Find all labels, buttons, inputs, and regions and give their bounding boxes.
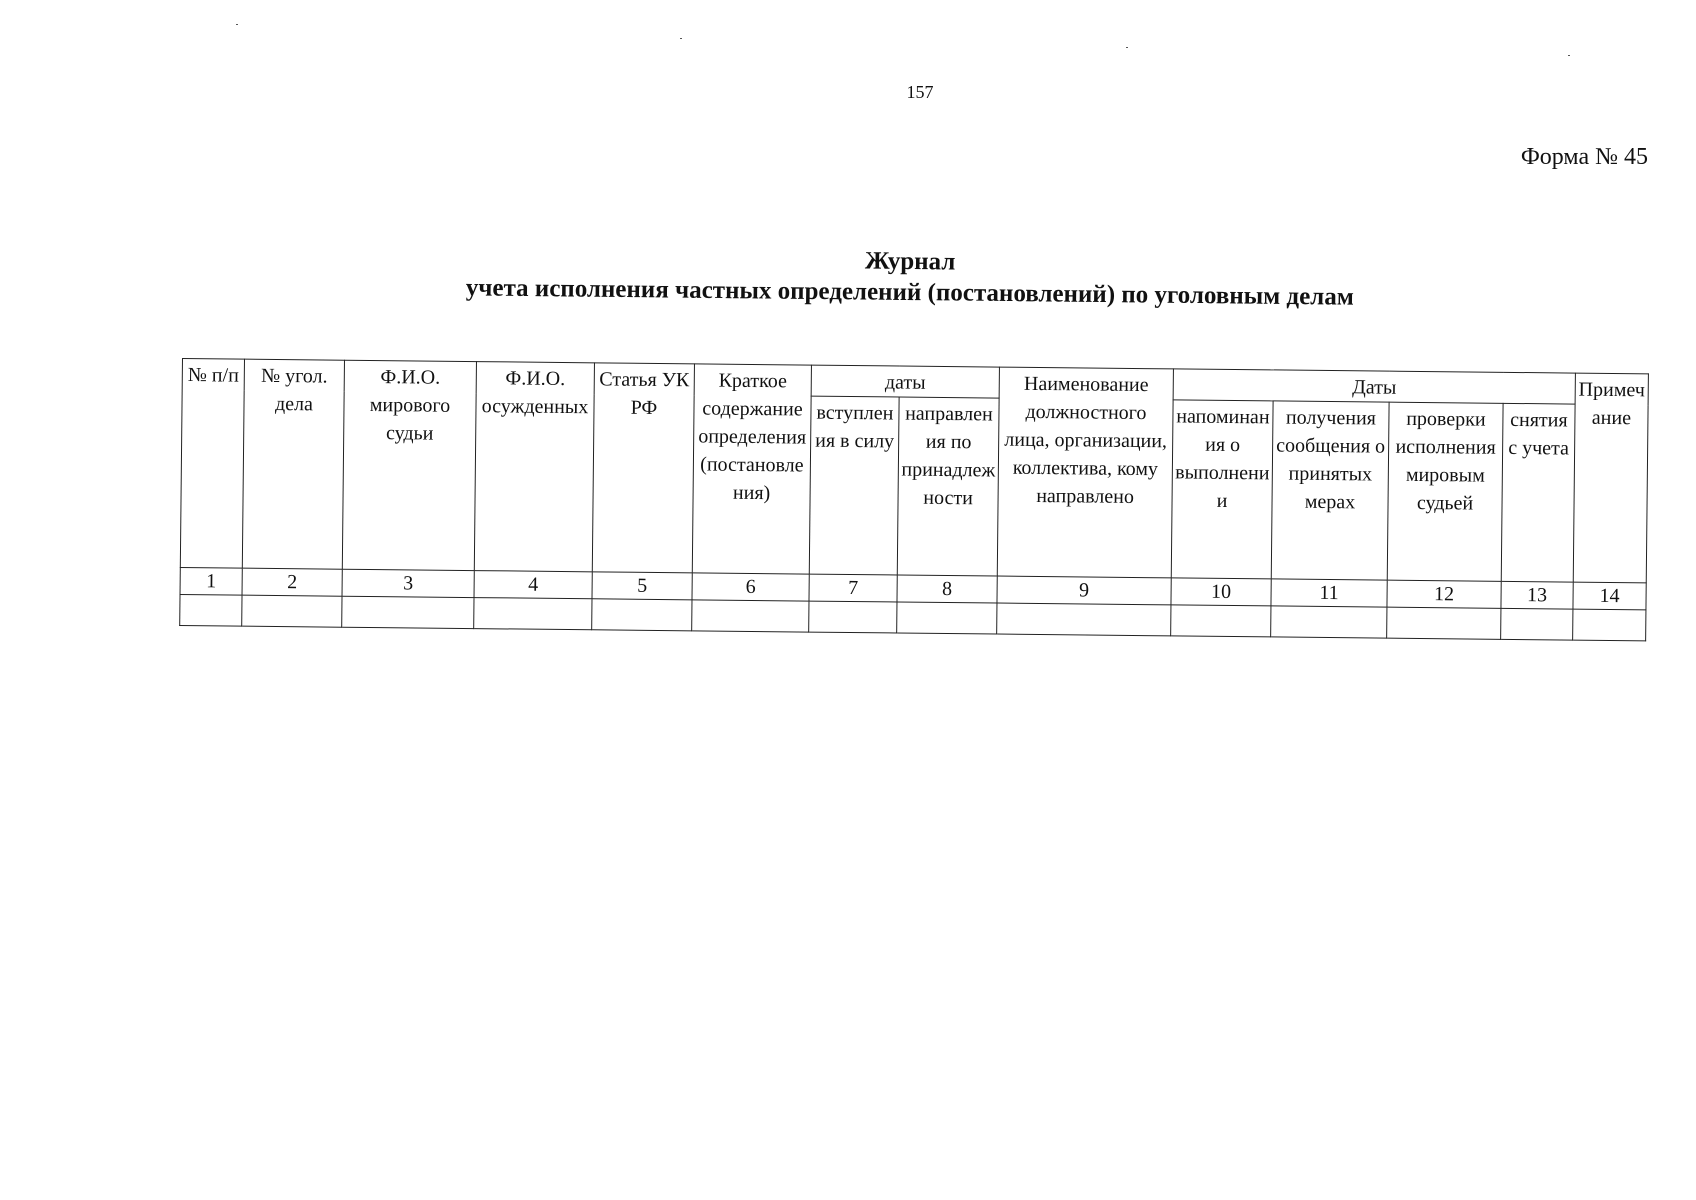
empty-cell	[692, 600, 809, 632]
empty-cell	[1171, 605, 1271, 637]
col-number-12: 12	[1387, 580, 1501, 608]
page-number: 157	[906, 82, 934, 102]
header-col-8: направления по принадлежности	[897, 397, 999, 576]
empty-cell	[592, 599, 692, 631]
col-number-8: 8	[897, 575, 997, 603]
col-number-3: 3	[342, 569, 474, 597]
scan-speck	[236, 24, 238, 25]
col-number-6: 6	[692, 573, 809, 601]
form-number-label: Форма № 45	[1520, 144, 1648, 170]
header-col-1: № п/п	[180, 359, 244, 569]
empty-cell	[342, 596, 474, 628]
header-col-5: Статья УК РФ	[592, 363, 694, 573]
header-col-9: Наименование должностного лица, организации, коллектива, кому направлено	[997, 367, 1173, 578]
empty-cell	[1573, 609, 1646, 641]
journal-table-wrapper	[179, 358, 1648, 641]
empty-cell	[1271, 606, 1387, 638]
header-col-12: проверки исполнения мировым судьей	[1387, 402, 1503, 581]
header-group-dates-upper: Даты	[1173, 369, 1575, 404]
header-col-10: напоминания о выполнении	[1171, 400, 1273, 579]
empty-cell	[809, 601, 897, 633]
empty-cell	[997, 603, 1171, 636]
empty-cell	[1387, 607, 1501, 639]
col-number-14: 14	[1573, 582, 1646, 610]
header-col-13: снятия с учета	[1501, 403, 1575, 582]
scan-speck	[1126, 47, 1128, 48]
header-col-7: вступления в силу	[809, 396, 899, 575]
header-col-6: Краткое содержание определения (постановления)	[692, 364, 811, 574]
header-group-dates-lower: даты	[811, 365, 999, 398]
col-number-9: 9	[997, 576, 1171, 605]
col-number-11: 11	[1271, 579, 1387, 607]
empty-cell	[897, 602, 997, 634]
col-number-5: 5	[592, 572, 692, 600]
header-col-3: Ф.И.О. мирового судьи	[342, 360, 476, 570]
title-line-2: учета исполнения частных определений (постановлений) по уголовным делам	[465, 274, 1354, 311]
empty-cell	[474, 598, 592, 630]
header-col-4: Ф.И.О. осужденных	[474, 362, 594, 572]
title-line-1: Журнал	[864, 247, 956, 276]
scan-speck	[680, 38, 682, 39]
col-number-4: 4	[474, 571, 592, 599]
empty-cell	[242, 595, 342, 627]
header-col-14: Примечание	[1573, 373, 1648, 583]
scan-speck	[1568, 55, 1570, 56]
header-col-2: № угол. дела	[242, 359, 344, 569]
col-number-1: 1	[180, 567, 242, 595]
journal-table	[179, 358, 1649, 641]
document-title	[395, 241, 1426, 314]
header-col-11: получения сообщения о принятых мерах	[1271, 401, 1389, 580]
col-number-13: 13	[1501, 581, 1573, 609]
col-number-2: 2	[242, 568, 342, 596]
empty-cell	[1501, 608, 1573, 640]
col-number-10: 10	[1171, 578, 1271, 606]
empty-cell	[180, 594, 242, 626]
col-number-7: 7	[809, 574, 897, 602]
